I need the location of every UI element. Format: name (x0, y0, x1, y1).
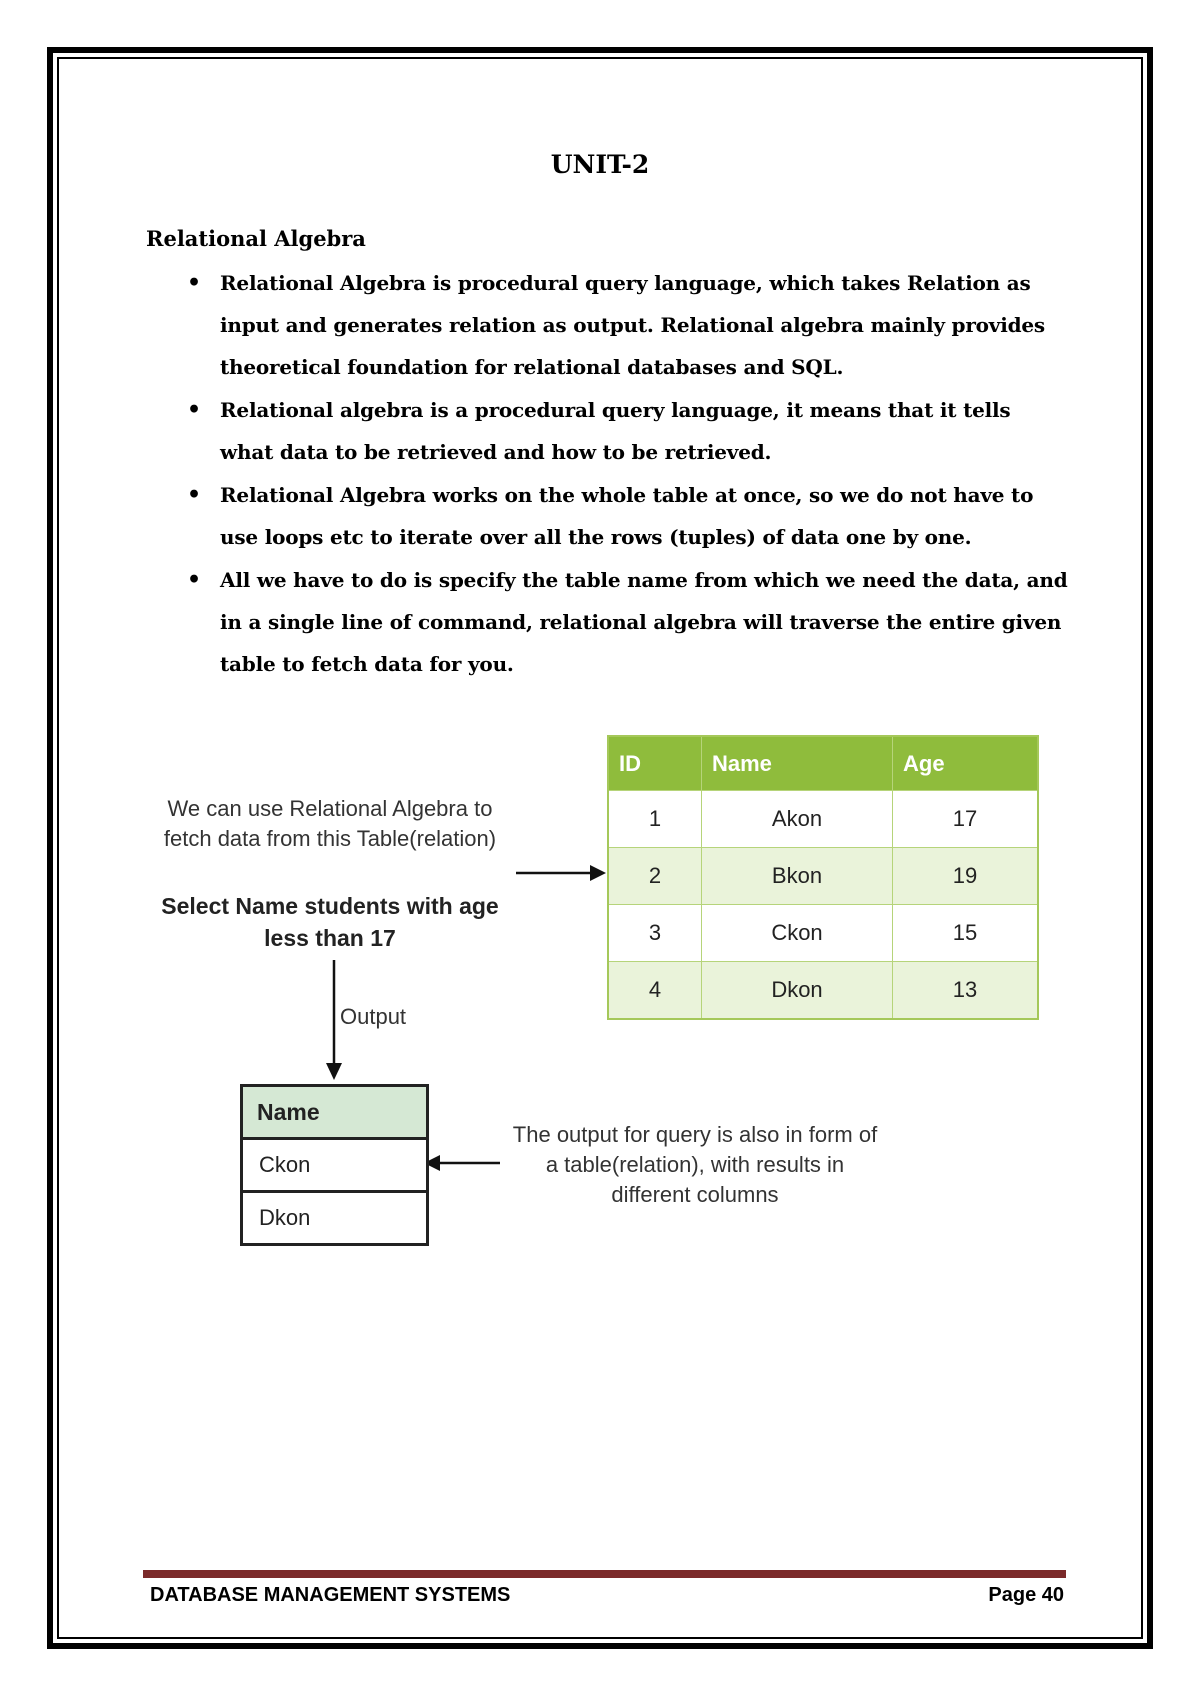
footer-course-title: DATABASE MANAGEMENT SYSTEMS (150, 1584, 511, 1606)
unit-title: UNIT-2 (550, 150, 650, 179)
section-title: Relational Algebra (146, 226, 366, 251)
table-cell: Akon (702, 791, 893, 848)
table-usage-note-line1: We can use Relational Algebra to (167, 796, 493, 821)
table-row (608, 848, 1038, 905)
output-note-line1: The output for query is also in form of (512, 1122, 878, 1147)
table-usage-note-line2: fetch data from this Table(relation) (163, 826, 497, 851)
bullet-item: • All we have to do is specify the table name from which we need the data, and in a single line of command, relational algebra will traverse the entire given table to fetch data for you. (220, 559, 1070, 685)
arrow-to-output-table (326, 960, 342, 1080)
arrow-to-source-table (516, 865, 606, 881)
bullet-item: • Relational Algebra is procedural query language, which takes Relation as input and generates relation as output. Relational algebra mainly provides theoretical foundation for relational databases and SQL. (220, 262, 1070, 388)
table-cell: 15 (893, 905, 1039, 962)
table-cell: Ckon (702, 905, 893, 962)
column-header-name: Name (702, 736, 893, 791)
footer-page-number: Page 40 (988, 1584, 1064, 1606)
output-table (240, 1084, 429, 1246)
table-row (608, 962, 1038, 1020)
bullet-item: • Relational algebra is a procedural query language, it means that it tells what data to be retrieved and how to be retrieved. (220, 389, 1070, 473)
table-cell: Dkon (702, 962, 893, 1020)
table-cell: 3 (608, 905, 702, 962)
output-table-header-row (242, 1086, 428, 1139)
table-cell: Bkon (702, 848, 893, 905)
output-note-line2: a table(relation), with results in (545, 1152, 845, 1177)
table-cell: 17 (893, 791, 1039, 848)
table-cell: Ckon (242, 1139, 428, 1192)
table-cell: 13 (893, 962, 1039, 1020)
source-table-header-row (608, 736, 1038, 791)
table-cell: 2 (608, 848, 702, 905)
table-cell: Dkon (242, 1192, 428, 1245)
output-note-line3: different columns (611, 1182, 779, 1207)
query-text-line2: less than 17 (264, 925, 396, 951)
output-label: Output (340, 1004, 407, 1029)
table-cell: 19 (893, 848, 1039, 905)
source-table (607, 735, 1039, 1020)
output-note (495, 1120, 895, 1210)
table-row (608, 905, 1038, 962)
arrow-from-output-note (424, 1155, 500, 1171)
column-header-id: ID (608, 736, 702, 791)
table-cell: 1 (608, 791, 702, 848)
table-row (242, 1192, 428, 1245)
footer-rule (143, 1570, 1066, 1578)
table-row (608, 791, 1038, 848)
query-text-line1: Select Name students with age (161, 893, 499, 919)
column-header-age: Age (893, 736, 1039, 791)
output-column-header-name: Name (242, 1086, 428, 1139)
bullet-item: • Relational Algebra works on the whole table at once, so we do not have to use loops etc to iterate over all the rows (tuples) of data one by one. (220, 474, 1070, 558)
table-cell: 4 (608, 962, 702, 1020)
table-row (242, 1139, 428, 1192)
